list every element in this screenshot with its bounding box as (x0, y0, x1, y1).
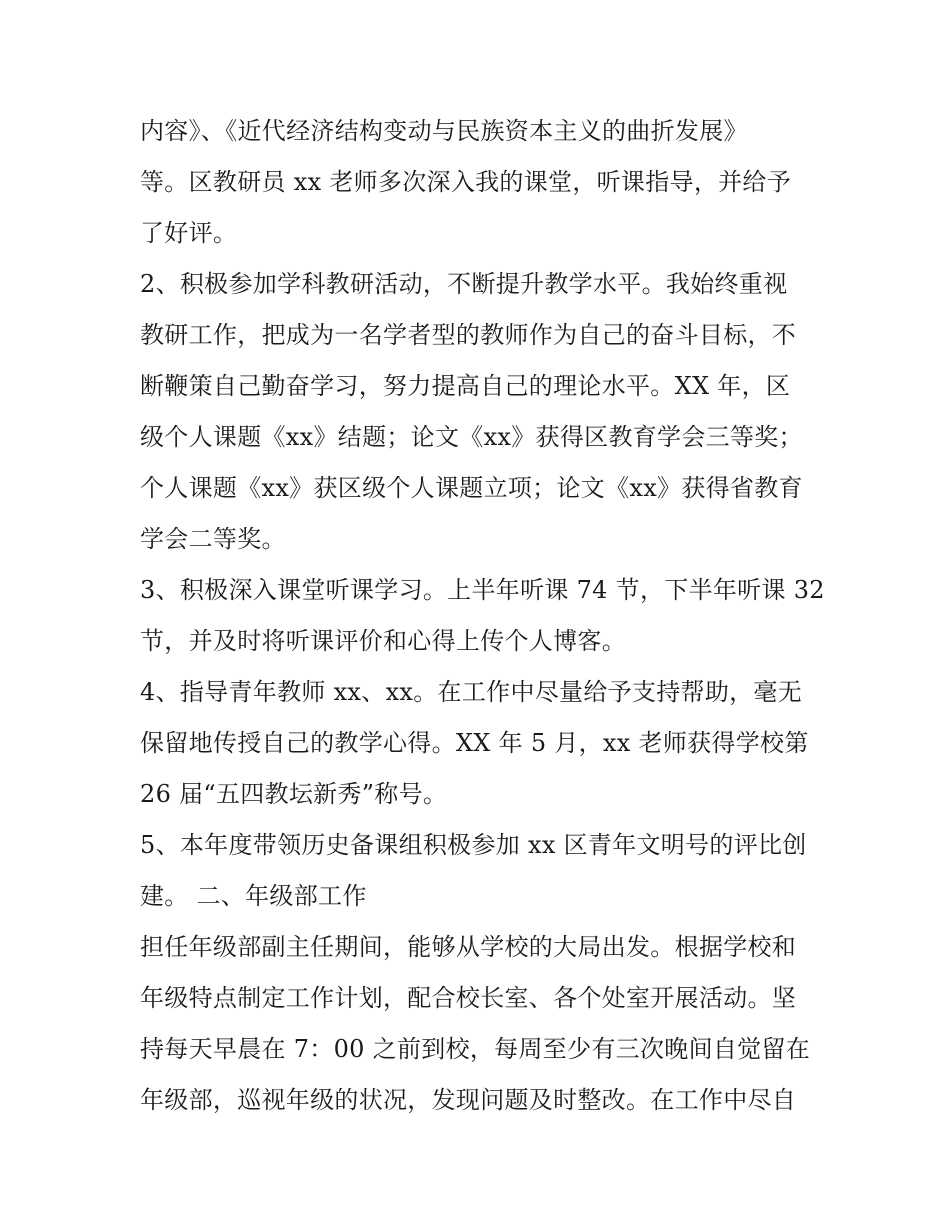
text-line: 建。 二、年级部工作 (140, 882, 367, 910)
text-line: 26 届“五四教坛新秀”称号。 (140, 780, 448, 808)
text-line: 教研工作，把成为一名学者型的教师作为自己的奋斗目标，不 (140, 321, 797, 349)
document-body (140, 106, 825, 1126)
text-line: 5、本年度带领历史备课组积极参加 xx 区青年文明号的评比创 (140, 831, 807, 859)
text-line: 年级特点制定工作计划，配合校长室、各个处室开展活动。坚 (140, 984, 797, 1012)
text-line: 年级部，巡视年级的状况，发现问题及时整改。在工作中尽自 (140, 1086, 797, 1114)
text-line: 级个人课题《xx》结题；论文《xx》获得区教育学会三等奖； (140, 423, 803, 451)
text-line: 持每天早晨在 7：00 之前到校，每周至少有三次晚间自觉留在 (140, 1035, 811, 1063)
text-line: 等。区教研员 xx 老师多次深入我的课堂，听课指导，并给予 (140, 168, 792, 196)
text-line: 断鞭策自己勤奋学习，努力提高自己的理论水平。XX 年，区 (140, 372, 791, 400)
text-line: 2、积极参加学科教研活动，不断提升教学水平。我始终重视 (140, 270, 788, 298)
text-line: 担任年级部副主任期间，能够从学校的大局出发。根据学校和 (140, 933, 797, 961)
text-line: 个人课题《xx》获区级个人课题立项；论文《xx》获得省教育 (140, 474, 803, 502)
text-line: 4、指导青年教师 xx、xx。在工作中尽量给予支持帮助，毫无 (140, 678, 803, 706)
text-line: 保留地传授自己的教学心得。XX 年 5 月，xx 老师获得学校第 (140, 729, 809, 757)
text-line: 3、积极深入课堂听课学习。上半年听课 74 节，下半年听课 32 (140, 576, 825, 604)
text-line: 了好评。 (140, 219, 238, 247)
text-line: 节，并及时将听课评价和心得上传个人博客。 (140, 627, 626, 655)
text-line: 内容》、《近代经济结构变动与民族资本主义的曲折发展》 (140, 117, 748, 145)
text-line: 学会二等奖。 (140, 525, 286, 553)
